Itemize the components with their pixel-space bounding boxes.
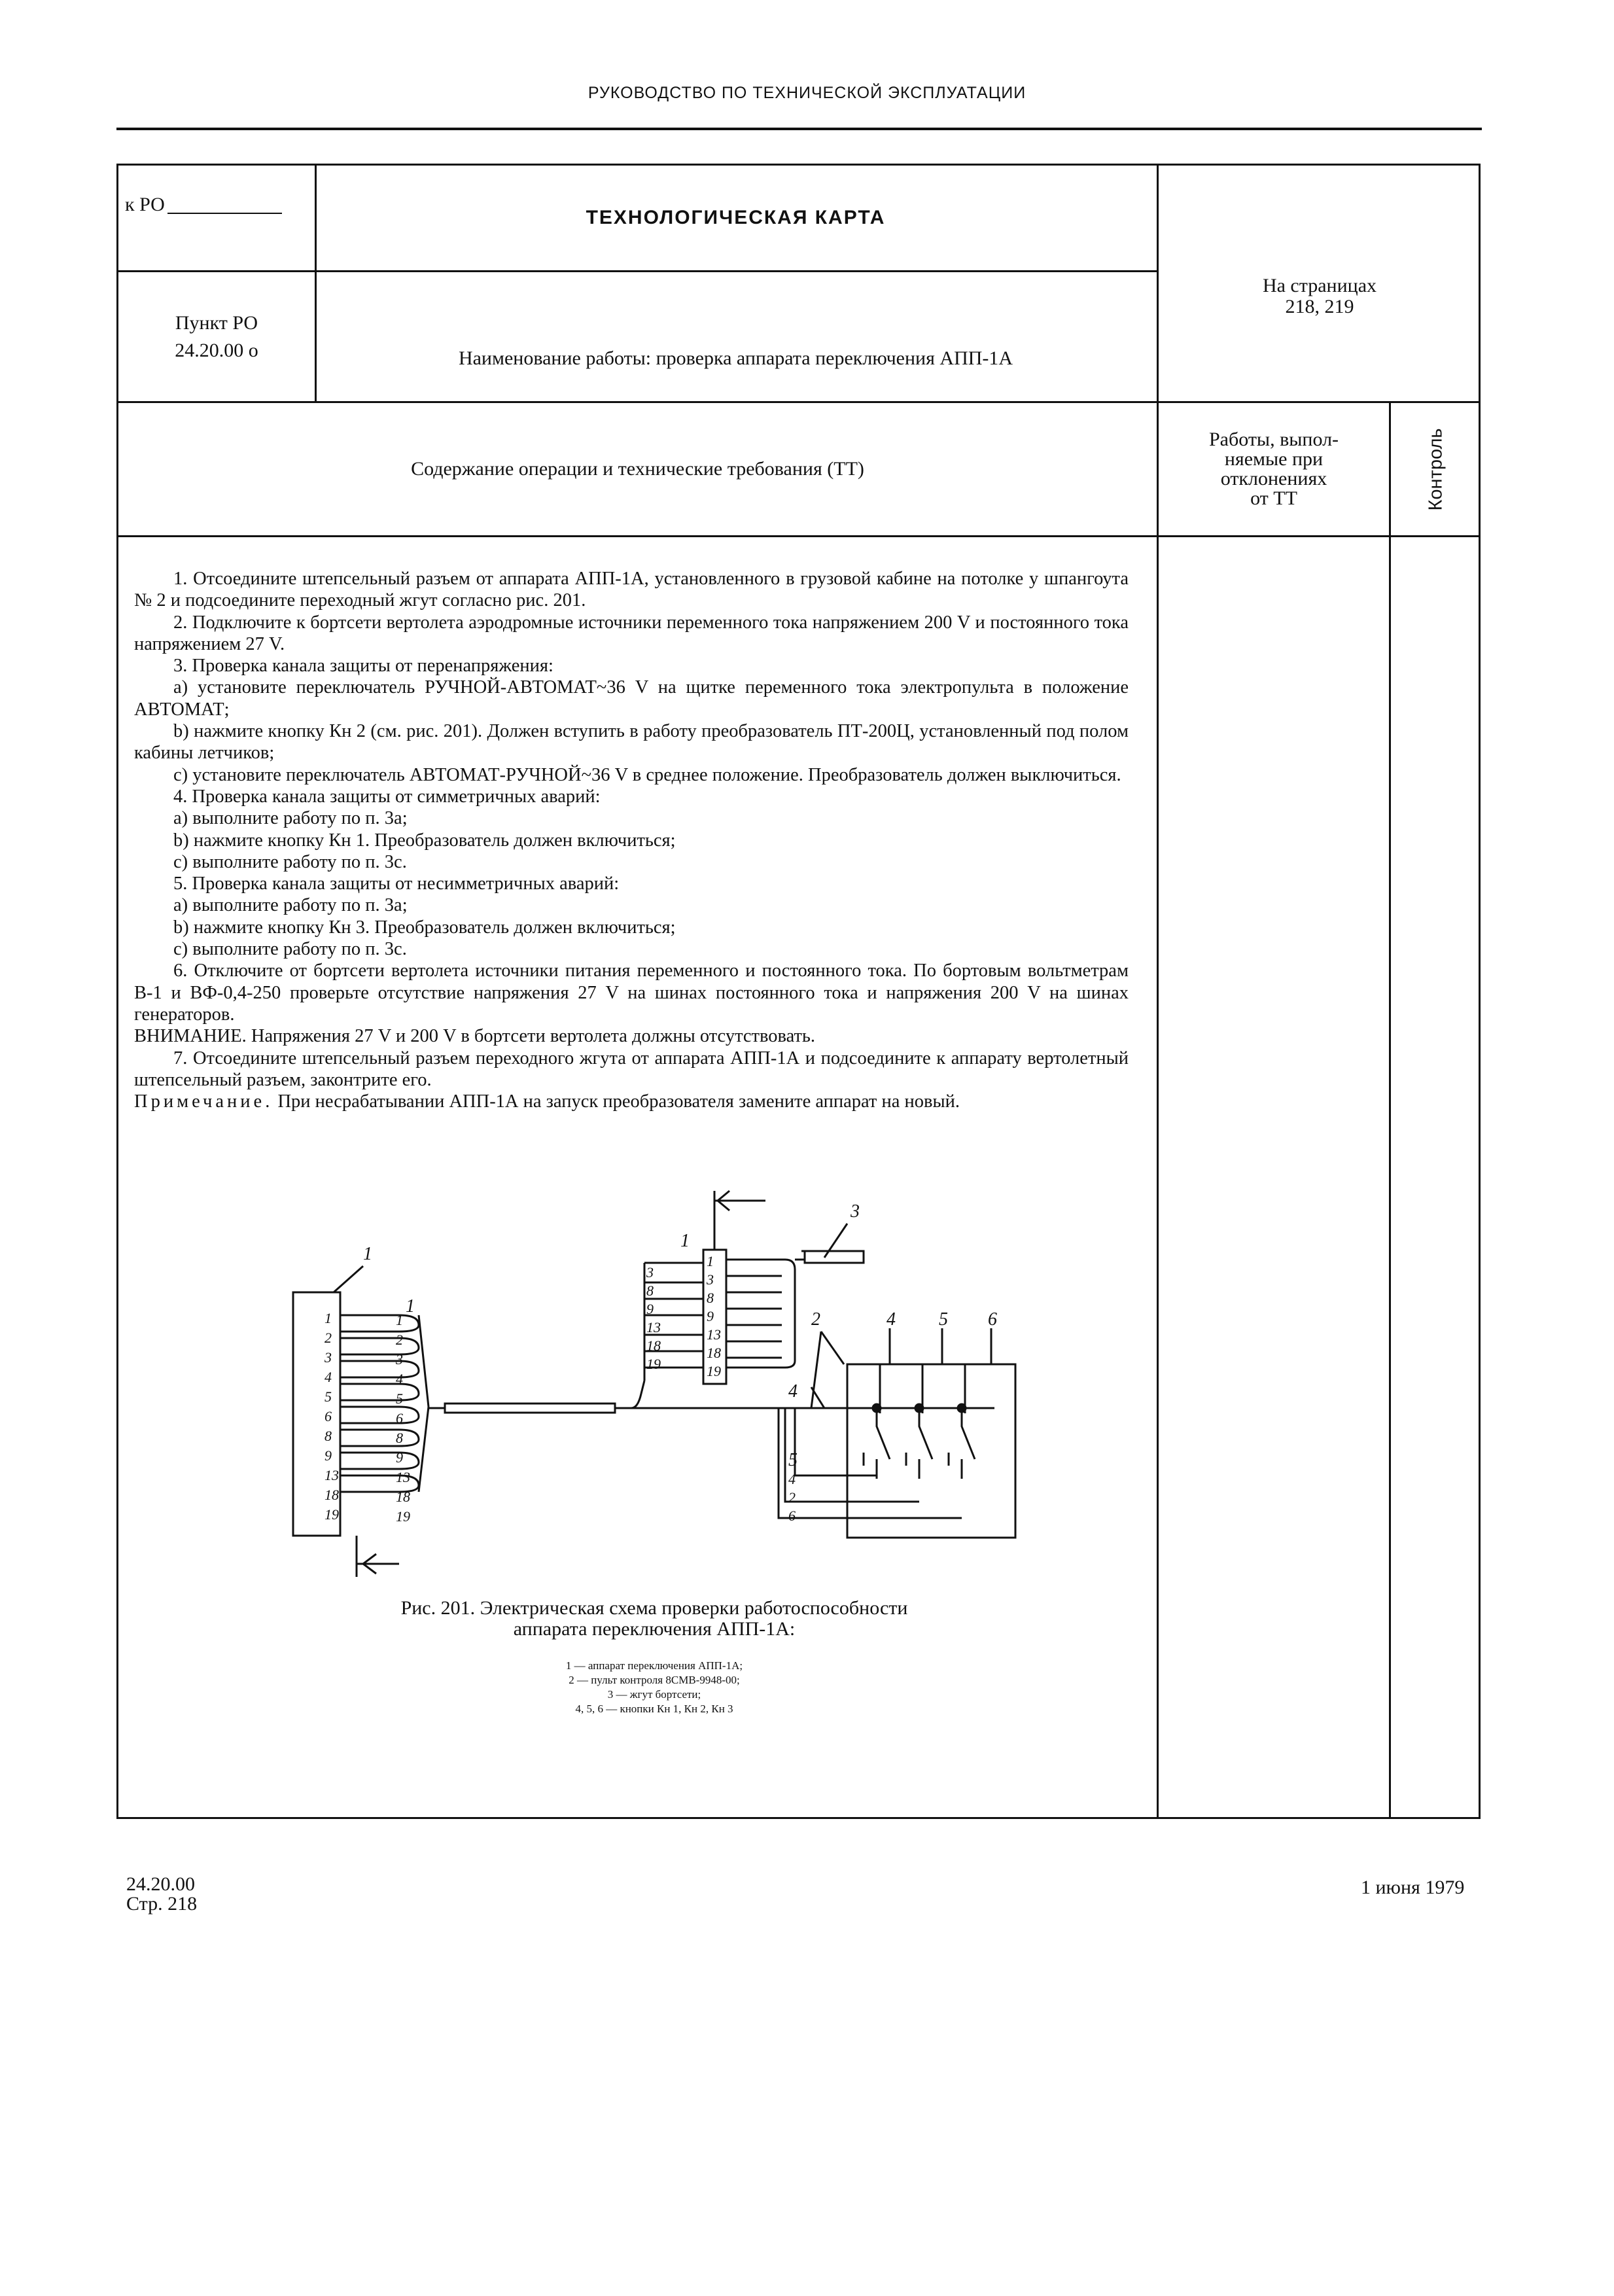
pin-label-left-harness: 5 [396,1390,403,1407]
column-content-heading: Содержание операции и технические требования (ТТ) [411,458,864,480]
pin-label-left-harness: 8 [396,1430,403,1446]
pin-label-left-harness: 4 [396,1371,403,1387]
pin-label-mid-box: 9 [707,1308,714,1324]
footer-page: Стр. 218 [126,1893,198,1915]
pin-label-mid-left: 9 [646,1301,654,1317]
callout-3: 3 [851,1201,860,1222]
pin-label-mid-left: 8 [646,1282,654,1299]
left-bundle-edge-2 [419,1407,429,1492]
deviation-line-3: отклонениях [1220,468,1327,489]
pin-label-device: 13 [325,1467,339,1483]
work-name: Наименование работы: проверка аппарата переключения АПП-1А [458,347,1013,369]
pin-label-mid-left: 13 [646,1319,661,1335]
callout-1-left: 1 [406,1296,415,1316]
step-5: 5. Проверка канала защиты от несимметричных аварий: [173,874,620,894]
switch-kn3 [949,1408,975,1479]
wire-label-4: 4 [788,1381,798,1402]
card-title: ТЕХНОЛОГИЧЕСКАЯ КАРТА [586,207,886,228]
pin-label-mid-left: 3 [646,1264,654,1280]
wire-label-5: 5 [788,1450,798,1470]
device-1-leader [334,1266,363,1292]
caption-line-2: аппарата переключения АПП-1А: [513,1618,796,1640]
step-3c: c) установите переключатель АВТОМАТ-РУЧНОЙ~36 V в среднее положение. Преобразователь должен выключиться. [173,764,1121,785]
step-5b: b) нажмите кнопку Кн 3. Преобразователь должен включиться; [173,917,676,938]
deviation-line-2: няемые при [1224,448,1324,470]
harness-3-leader [824,1224,847,1258]
left-harness-loops [340,1315,419,1492]
step-7: 7. Отсоедините штепсельный разъем переходного жгута от аппарата АПП-1А и подсоедините к аппарату вертолетный штепсельный разъем, законтрите его. [134,1048,1129,1090]
ground-arrow-top [714,1191,765,1210]
cable-to-mid [615,1381,644,1408]
pin-label-device: 3 [325,1349,332,1366]
deviation-line-4: от ТТ [1250,487,1297,509]
step-3a: a) установите переключатель РУЧНОЙ-АВТОМАТ~36 V на щитке переменного тока электропульта в положение АВТОМАТ; [134,677,1129,720]
step-5c: c) выполните работу по п. 3c. [173,939,407,960]
pages-value: 218, 219 [1285,296,1354,317]
ro-reference-label: к РО [125,194,165,215]
step-4c: c) выполните работу по п. 3c. [173,851,407,872]
pin-label-device: 5 [325,1388,332,1405]
pin-label-left-harness: 3 [396,1351,403,1368]
bundle-3-top [795,1251,805,1260]
control-console [847,1364,1015,1538]
callout-1-device: 1 [363,1244,372,1264]
pin-label-mid-left: 18 [646,1337,661,1354]
legend-item: 3 — жгут бортсети; [607,1688,701,1701]
ground-arrow-bottom [357,1554,399,1574]
step-4a: a) выполните работу по п. 3a; [173,808,408,829]
pin-label-device: 18 [325,1487,339,1503]
step-1: 1. Отсоедините штепсельный разъем от аппарата АПП-1А, установленного в грузовой кабине на потолке у шпангоута № 2 и подсоедините переходный жгут согласно рис. 201. [134,569,1129,611]
note-text: При несрабатывании АПП-1А на запуск преобразователя замените аппарат на новый. [277,1091,960,1112]
pin-label-device: 19 [325,1506,339,1523]
deviation-line-1: Работы, выпол- [1208,429,1339,450]
callout-4: 4 [886,1309,896,1330]
figure-caption [281,1598,1027,1640]
step-4b: b) нажмите кнопку Кн 1. Преобразователь должен включиться; [173,830,676,851]
control-label: Контроль [1425,428,1446,510]
caption-line-1: Рис. 201. Электрическая схема проверки работоспособности [400,1597,908,1619]
step-3b: b) нажмите кнопку Кн 2 (см. рис. 201). Должен вступить в работу преобразователь ПТ-200Ц, установленный под полом кабины летчиков; [134,721,1129,764]
legend-item: 1 — аппарат переключения АПП-1А; [565,1659,743,1672]
page-header: РУКОВОДСТВО ПО ТЕХНИЧЕСКОЙ ЭКСПЛУАТАЦИИ [588,84,1026,102]
callout-2: 2 [811,1309,820,1330]
pages-label: На страницах [1262,275,1377,296]
console-wire-2 [785,1408,919,1502]
pin-label-device: 8 [325,1428,332,1444]
callout-6: 6 [988,1309,997,1330]
step-4: 4. Проверка канала защиты от симметричных аварий: [173,786,601,807]
pin-label-device: 9 [325,1447,332,1464]
note-label: Примечание. [134,1091,273,1112]
pin-label-mid-left: 19 [646,1356,661,1372]
switch-kn1 [864,1408,890,1479]
step-6: 6. Отключите от бортсети вертолета источники питания переменного и постоянного тока. По бортовым вольтметрам В-1 и ВФ-0,4-250 проверьте отсутствие напряжения 27 V на шинах постоянного тока и напряжения 200 V на шинах генераторов. [134,961,1129,1025]
pin-label-console: 6 [788,1508,796,1524]
pin-label-left-harness: 18 [396,1489,410,1505]
callout-5: 5 [939,1309,948,1330]
pin-label-left-harness: 13 [396,1469,410,1485]
pin-label-console: 4 [788,1471,796,1487]
step-2: 2. Подключите к бортсети вертолета аэродромные источники переменного тока напряжением 200 V и постоянного тока напряжением 27 V. [134,612,1129,654]
pin-label-left-harness: 19 [396,1508,410,1525]
bundle-3 [726,1260,795,1368]
legend-item: 2 — пульт контроля 8СМВ-9948-00; [569,1674,740,1686]
step-5a: a) выполните работу по п. 3a; [173,895,408,916]
switch-kn2 [906,1408,932,1479]
pin-label-mid-box: 3 [707,1271,714,1288]
pin-label-mid-box: 18 [707,1345,721,1361]
footer-code: 24.20.00 [126,1873,195,1895]
figure-legend [412,1659,896,1716]
pin-label-left-harness: 1 [396,1312,403,1328]
legend-item: 4, 5, 6 — кнопки Кн 1, Кн 2, Кн 3 [575,1703,733,1715]
pin-label-device: 4 [325,1369,332,1385]
left-bundle-edge [419,1315,429,1407]
step-3: 3. Проверка канала защиты от перенапряжения: [173,656,553,677]
footer-left [126,1875,197,1914]
warning: ВНИМАНИЕ. Напряжения 27 V и 200 V в бортсети вертолета должны отсутствовать. [134,1026,816,1047]
pin-label-left-harness: 9 [396,1449,403,1466]
harness-cable [445,1404,615,1413]
pin-label-mid-box: 1 [707,1253,714,1269]
item-value: 24.20.00 о [175,339,258,361]
pin-label-mid-box: 13 [707,1326,721,1343]
pin-label-device: 1 [325,1310,332,1326]
pin-label-console: 2 [788,1489,796,1506]
callout-kn-leaders [890,1328,991,1364]
pin-label-device: 6 [325,1408,332,1424]
harness-3-plug [805,1251,864,1263]
pin-label-mid-box: 19 [707,1363,721,1379]
item-label: Пункт РО [175,311,258,334]
pin-label-left-harness: 6 [396,1410,403,1426]
pin-label-left-harness: 2 [396,1332,403,1348]
callout-1-mid: 1 [680,1231,690,1251]
pin-label-device: 2 [325,1330,332,1346]
footer-date: 1 июня 1979 [1361,1877,1465,1898]
pin-label-mid-box: 8 [707,1290,714,1306]
